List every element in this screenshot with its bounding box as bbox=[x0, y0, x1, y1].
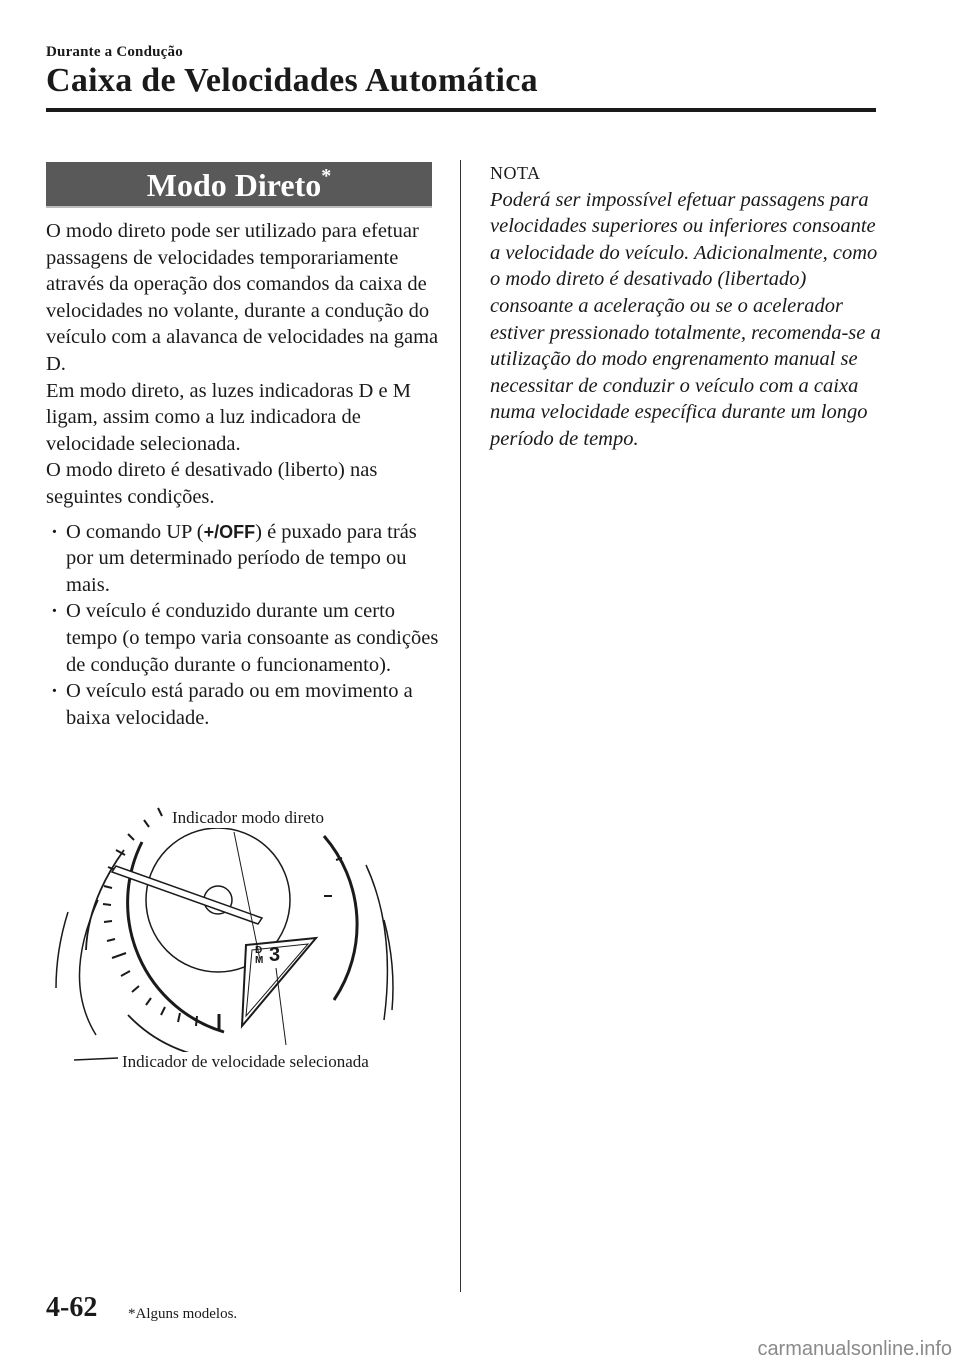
label-direct-mode: Indicador modo direto bbox=[172, 808, 325, 827]
footnote: *Alguns modelos. bbox=[128, 1306, 238, 1322]
paragraph-intro: O modo direto pode ser utilizado para efetuar passagens de velocidades temporariamente através da operação dos comandos da caixa de velocidades no volante, durante a condução do veículo com a alavanca de velocidades na gama D. bbox=[46, 220, 439, 375]
list-item bbox=[46, 519, 440, 599]
chapter-label: Durante a Condução bbox=[46, 44, 183, 60]
section-title: Modo Direto bbox=[146, 167, 322, 203]
note-text: Poderá ser impossível efetuar passagens para velocidades superiores ou inferiores consoante a velocidade do veículo. Adicionalmente, como o modo direto é desativado (libertado) consoante a aceleração ou se o acelerador estiver pressionado totalmente, recomenda-se a utilização do modo engrenamento manual se necessitar de conduzir o veículo com a caixa numa velocidade específica durante um longo período de tempo. bbox=[490, 188, 881, 450]
section-banner bbox=[46, 162, 432, 208]
list-item bbox=[46, 598, 440, 678]
bullet-text: O comando UP ( bbox=[66, 520, 204, 543]
direct-mode-indicator-m: M bbox=[255, 955, 264, 966]
left-column bbox=[46, 218, 440, 731]
bullet-dot: · bbox=[51, 520, 58, 543]
page-number: 4-62 bbox=[46, 1292, 98, 1323]
conditions-list bbox=[46, 519, 440, 732]
direct-mode-indicator-d: D bbox=[255, 945, 263, 956]
bullet-text: O veículo é conduzido durante um certo tempo (o tempo varia consoante as condições de condução durante o funcionamento). bbox=[66, 600, 439, 676]
note-label: NOTA bbox=[490, 163, 541, 183]
paragraph-indicators: Em modo direto, as luzes indicadoras D e M ligam, assim como a luz indicadora de velocidade selecionada. bbox=[46, 379, 411, 455]
gauge-illustration bbox=[46, 800, 446, 1080]
selected-gear-digit: 3 bbox=[269, 944, 281, 966]
bullet-dot: · bbox=[51, 600, 58, 623]
page-title: Caixa de Velocidades Automática bbox=[46, 62, 538, 99]
up-off-key-glyph: +/OFF bbox=[203, 521, 256, 542]
list-item bbox=[46, 678, 440, 731]
bullet-text: O veículo está parado ou em movimento a baixa velocidade. bbox=[66, 680, 413, 729]
watermark: carmanualsonline.info bbox=[757, 1338, 952, 1360]
header-divider bbox=[46, 108, 876, 112]
instrument-cluster-figure bbox=[46, 800, 446, 1080]
note-column bbox=[490, 160, 890, 453]
column-divider bbox=[460, 160, 461, 1292]
gear-display bbox=[255, 946, 263, 966]
bullet-dot: · bbox=[51, 680, 58, 703]
label-selected-gear: Indicador de velocidade selecionada bbox=[122, 1052, 369, 1071]
paragraph-conditions: O modo direto é desativado (liberto) nas seguintes condições. bbox=[46, 459, 378, 508]
models-asterisk: * bbox=[321, 165, 332, 187]
bullet-text: ) é puxado para trás por um determinado período de tempo ou mais. bbox=[66, 520, 417, 596]
